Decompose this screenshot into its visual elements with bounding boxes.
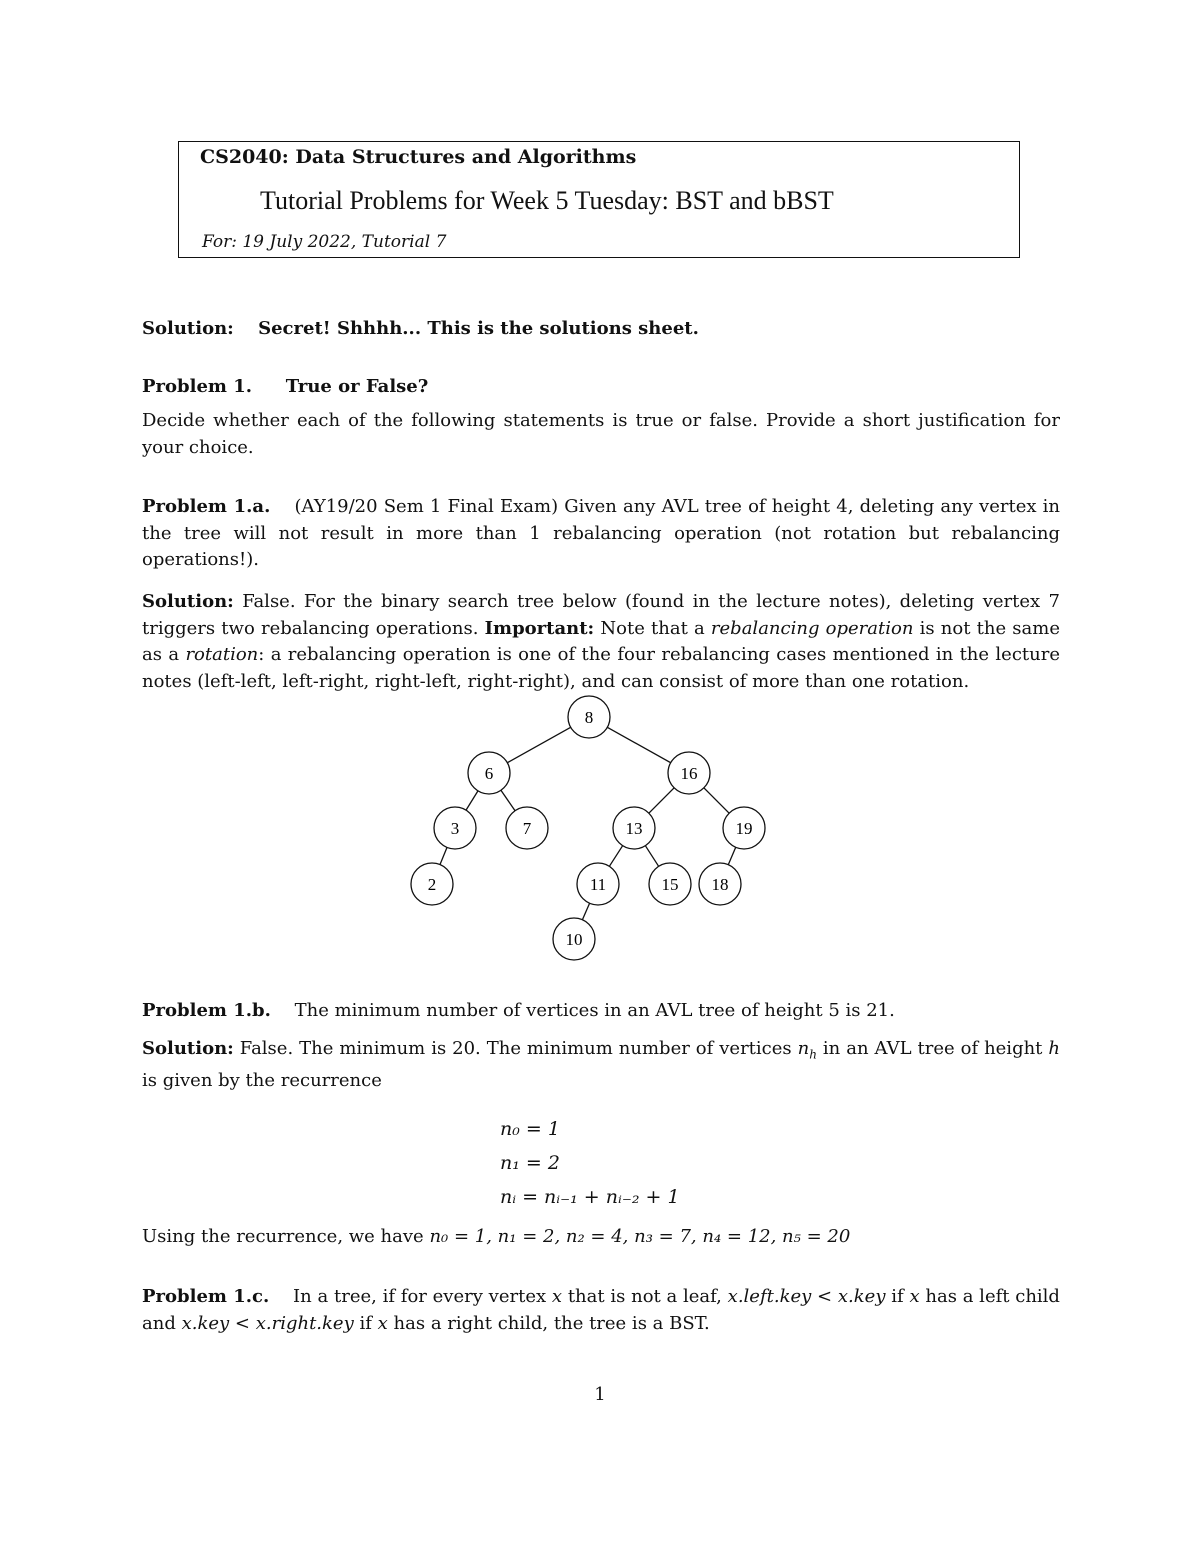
equation-n0: n₀ = 1 [500,1118,560,1140]
problem-1b-solution: Solution: False. The minimum is 20. The minimum number of vertices $n_h$ in an AVL tree of height h is given by the recurrence [142,1038,1060,1092]
tree-node-label: 2 [427,875,437,894]
problem-1b: Problem 1.b. The minimum number of vertices in an AVL tree of height 5 is 21. [142,1000,895,1021]
tree-node-19 [723,807,765,849]
tree-edge-16-19 [704,788,729,813]
recurrence-values: Using the recurrence, we have n₀ = 1, n₁ = 2, n₂ = 4, n₃ = 7, n₄ = 12, n₅ = 20 [142,1226,851,1247]
course-title: CS2040: Data Structures and Algorithms [200,146,637,168]
tree-node-label: 19 [735,819,753,838]
tree-edge-16-13 [649,788,674,813]
tree-node-2 [411,863,453,905]
tree-edge-3-2 [440,847,447,864]
tree-edge-6-3 [466,791,478,810]
problem-1c: Problem 1.c. In a tree, if for every vertex x that is not a leaf, x.left.key < x.key if x has a left child and x.key < x.right.key if x has a right child, the tree is a BST. [142,1286,1060,1334]
tutorial-title: Tutorial Problems for Week 5 Tuesday: BST and bBST [260,186,834,215]
date-line: For: 19 July 2022, Tutorial 7 [202,232,447,252]
equation-n1: n₁ = 2 [500,1152,560,1174]
tree-node-8 [568,696,610,738]
tree-node-15 [649,863,691,905]
page-number: 1 [594,1384,606,1405]
tree-node-label: 15 [661,875,679,894]
tree-edge-8-6 [507,727,570,762]
tree-node-label: 10 [565,930,583,949]
tree-node-label: 7 [522,819,532,838]
problem-1-heading: Problem 1. True or False? [142,376,429,397]
tree-node-label: 13 [625,819,643,838]
tree-node-label: 16 [680,764,698,783]
problem-1a: Problem 1.a. (AY19/20 Sem 1 Final Exam) Given any AVL tree of height 4, deleting any vertex in the tree will not result in more than 1 rebalancing operation (not rotation but rebalancing operations!). [142,496,1061,570]
tree-node-18 [699,863,741,905]
tree-node-13 [613,807,655,849]
tree-edge-6-7 [501,790,515,810]
tree-node-10 [553,918,595,960]
tree-edge-13-11 [609,846,622,867]
tree-edge-19-18 [728,847,735,864]
tree-node-11 [577,863,619,905]
recurrence-equations [500,1112,680,1214]
equation-ni: nᵢ = nᵢ₋₁ + nᵢ₋₂ + 1 [500,1186,680,1208]
tree-edge-13-15 [645,846,658,867]
problem-1a-solution: Solution: False. For the binary search tree below (found in the lecture notes), deleting vertex 7 triggers two rebalancing operations. Important: Note that a rebalancing operation is not the same as a rotation: a rebalancing operation is one of the four rebalancing cases mentioned in the lecture notes (left-left, left-right, right-left, right-right), and can consist of more than one rotation. [142,591,1060,692]
tree-node-16 [668,752,710,794]
tree-node-label: 18 [711,875,729,894]
tree-node-label: 8 [584,708,594,727]
tree-node-3 [434,807,476,849]
intro-solution: Solution: Secret! Shhhh... This is the solutions sheet. [142,318,699,339]
tree-node-7 [506,807,548,849]
tree-node-6 [468,752,510,794]
problem-1-description: Decide whether each of the following statements is true or false. Provide a short justification for your choice. [142,410,1060,458]
tree-node-label: 3 [450,819,460,838]
tree-edge-11-10 [582,903,589,920]
tree-node-label: 6 [484,764,494,783]
header-box [178,141,1020,258]
tree-edge-8-16 [607,727,670,762]
avl-tree-diagram [400,695,800,970]
tree-node-label: 11 [589,875,607,894]
